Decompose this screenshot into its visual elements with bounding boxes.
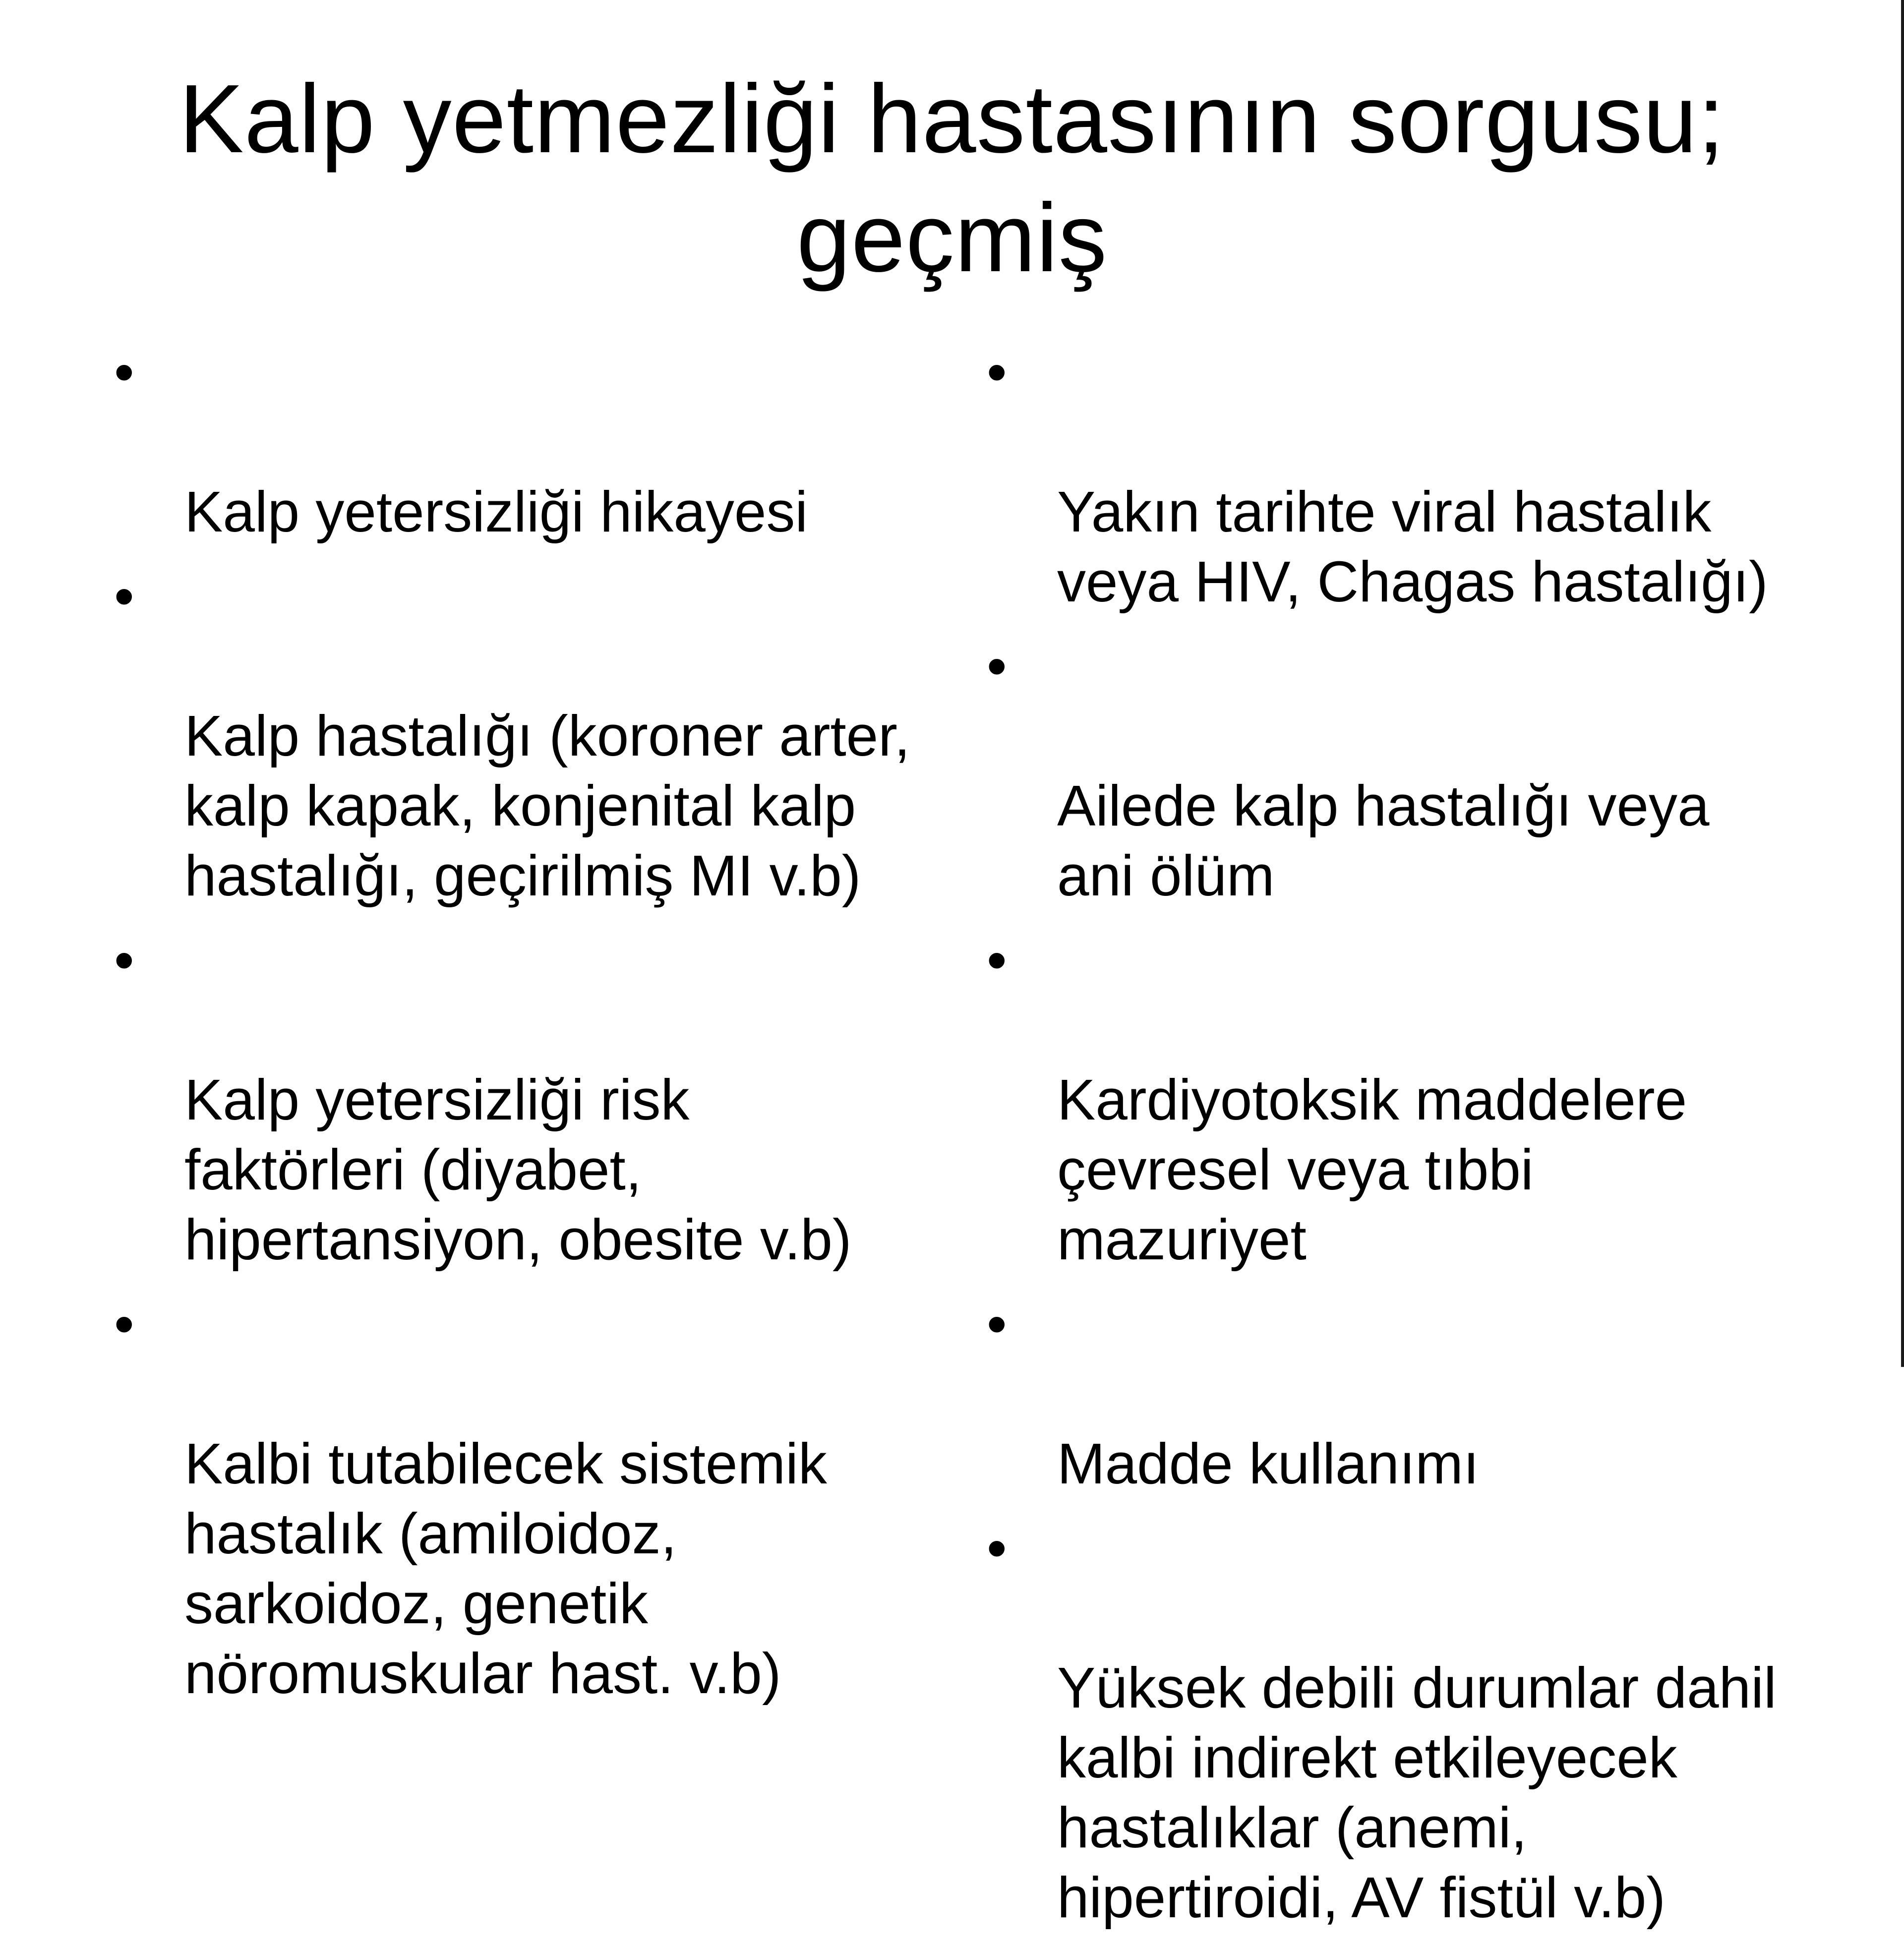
bullet-item bbox=[987, 631, 1859, 911]
bullet-icon: • bbox=[987, 1292, 1007, 1356]
bullet-text: Kardiyotoksik maddelere çevresel veya tıbbi mazuriyet bbox=[1057, 1067, 1687, 1272]
bullet-item bbox=[987, 1289, 1859, 1499]
bullet-icon: • bbox=[114, 1292, 134, 1356]
bullet-icon: • bbox=[114, 928, 134, 992]
bullet-text: Yakın tarihte viral hastalık veya HIV, Chagas hastalığı) bbox=[1057, 479, 1768, 614]
bullet-text: Kalp hastalığı (koroner arter, kalp kapak, konjenital kalp hastalığı, geçirilmiş MI v.b) bbox=[184, 704, 910, 908]
bullet-icon: • bbox=[114, 340, 134, 404]
bullet-text: Kalp yetersizliği risk faktörleri (diyabet, hipertansiyon, obesite v.b) bbox=[184, 1067, 852, 1272]
bullet-text: Kalp yetersizliği hikayesi bbox=[184, 479, 808, 544]
slide-right-border bbox=[1901, 0, 1904, 1367]
slide-title-line-1: Kalp yetmezliği hastasının sorgusu; bbox=[178, 64, 1726, 173]
bullet-icon: • bbox=[114, 564, 134, 628]
bullet-text: Madde kullanımı bbox=[1057, 1431, 1480, 1496]
bullet-item bbox=[987, 1513, 1859, 1933]
bullet-icon: • bbox=[987, 340, 1007, 404]
bullet-text: Yüksek debili durumlar dahil kalbi indirekt etkileyecek hastalıklar (anemi, hipertiroidi, AV fistül v.b) bbox=[1057, 1655, 1777, 1930]
slide-title bbox=[0, 59, 1904, 297]
bullet-item bbox=[114, 561, 937, 911]
slide-title-line-2: geçmiş bbox=[796, 183, 1108, 292]
bullet-item bbox=[987, 337, 1859, 617]
bullet-item bbox=[987, 925, 1859, 1275]
left-bullet-list bbox=[114, 337, 937, 1723]
right-bullet-list bbox=[987, 337, 1859, 1947]
bullet-text: Kalbi tutabilecek sistemik hastalık (amiloidoz, sarkoidoz, genetik nöromuskular hast. v.b) bbox=[184, 1431, 827, 1706]
bullet-icon: • bbox=[987, 1516, 1007, 1580]
bullet-icon: • bbox=[987, 634, 1007, 698]
bullet-text: Ailede kalp hastalığı veya ani ölüm bbox=[1057, 773, 1710, 908]
bullet-item bbox=[114, 337, 937, 547]
bullet-icon: • bbox=[987, 928, 1007, 992]
bullet-item bbox=[114, 1289, 937, 1709]
bullet-item bbox=[114, 925, 937, 1275]
